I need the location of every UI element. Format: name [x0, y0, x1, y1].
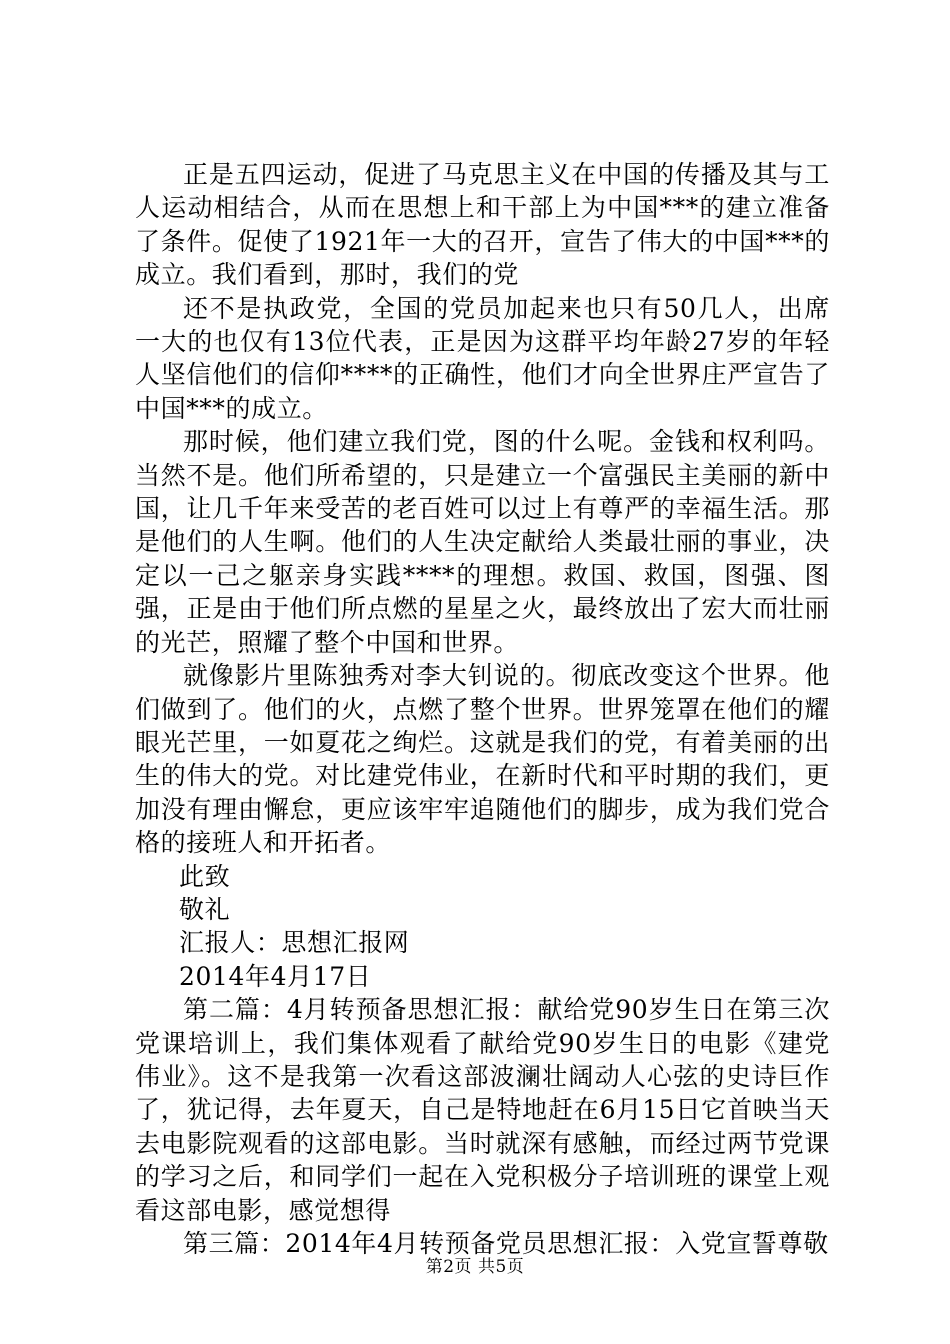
page-indicator: 第2页 共5页	[425, 1257, 525, 1277]
paragraph: 还不是执政党，全国的党员加起来也只有50几人，出席一大的也仅有13位代表，正是因为这群平均年龄27岁的年轻人坚信他们的信仰****的正确性，他们才向全世界庄严宣告了中国***的成立。	[135, 293, 830, 423]
report-date: 2014年4月17日	[179, 961, 372, 991]
reporter-signature: 汇报人：思想汇报网	[179, 928, 410, 958]
paragraph: 正是五四运动，促进了马克思主义在中国的传播及其与工人运动相结合，从而在思想上和干部上为中国***的建立准备了条件。促使了1921年一大的召开，宣告了伟大的中国***的成立。我们看到，那时，我们的党	[135, 160, 830, 290]
closing-regards: 敬礼	[179, 894, 231, 924]
paragraph: 就像影片里陈独秀对李大钊说的。彻底改变这个世界。他们做到了。他们的火，点燃了整个世界。世界笼罩在他们的耀眼光芒里，一如夏花之绚烂。这就是我们的党，有着美丽的出生的伟大的党。对比建党伟业，在新时代和平时期的我们，更加没有理由懈怠，更应该牢牢追随他们的脚步，成为我们党合格的接班人和开拓者。	[135, 661, 830, 858]
paragraph: 第三篇：2014年4月转预备党员思想汇报：入党宣誓尊敬	[183, 1229, 829, 1258]
closing-salutation: 此致	[179, 861, 231, 891]
paragraph: 那时候，他们建立我们党，图的什么呢。金钱和权利吗。当然不是。他们所希望的，只是建立一个富强民主美丽的新中国，让几千年来受苦的老百姓可以过上有尊严的幸福生活。那是他们的人生啊。他们的人生决定献给人类最壮丽的事业，决定以一己之躯亲身实践****的理想。救国、救国，图强、图强，正是由于他们所点燃的星星之火，最终放出了宏大而壮丽的光芒，照耀了整个中国和世界。	[135, 427, 830, 657]
document-body	[135, 158, 830, 1260]
paragraph: 第二篇：4月转预备思想汇报：献给党90岁生日在第三次党课培训上，我们集体观看了献给党90岁生日的电影《建党伟业》。这不是我第一次看这部波澜壮阔动人心弦的史诗巨作了，犹记得，去年夏天，自己是特地赶在6月15日它首映当天去电影院观看的这部电影。当时就深有感触，而经过两节党课的学习之后，和同学们一起在入党积极分子培训班的课堂上观看这部电影，感觉想得	[135, 995, 830, 1225]
